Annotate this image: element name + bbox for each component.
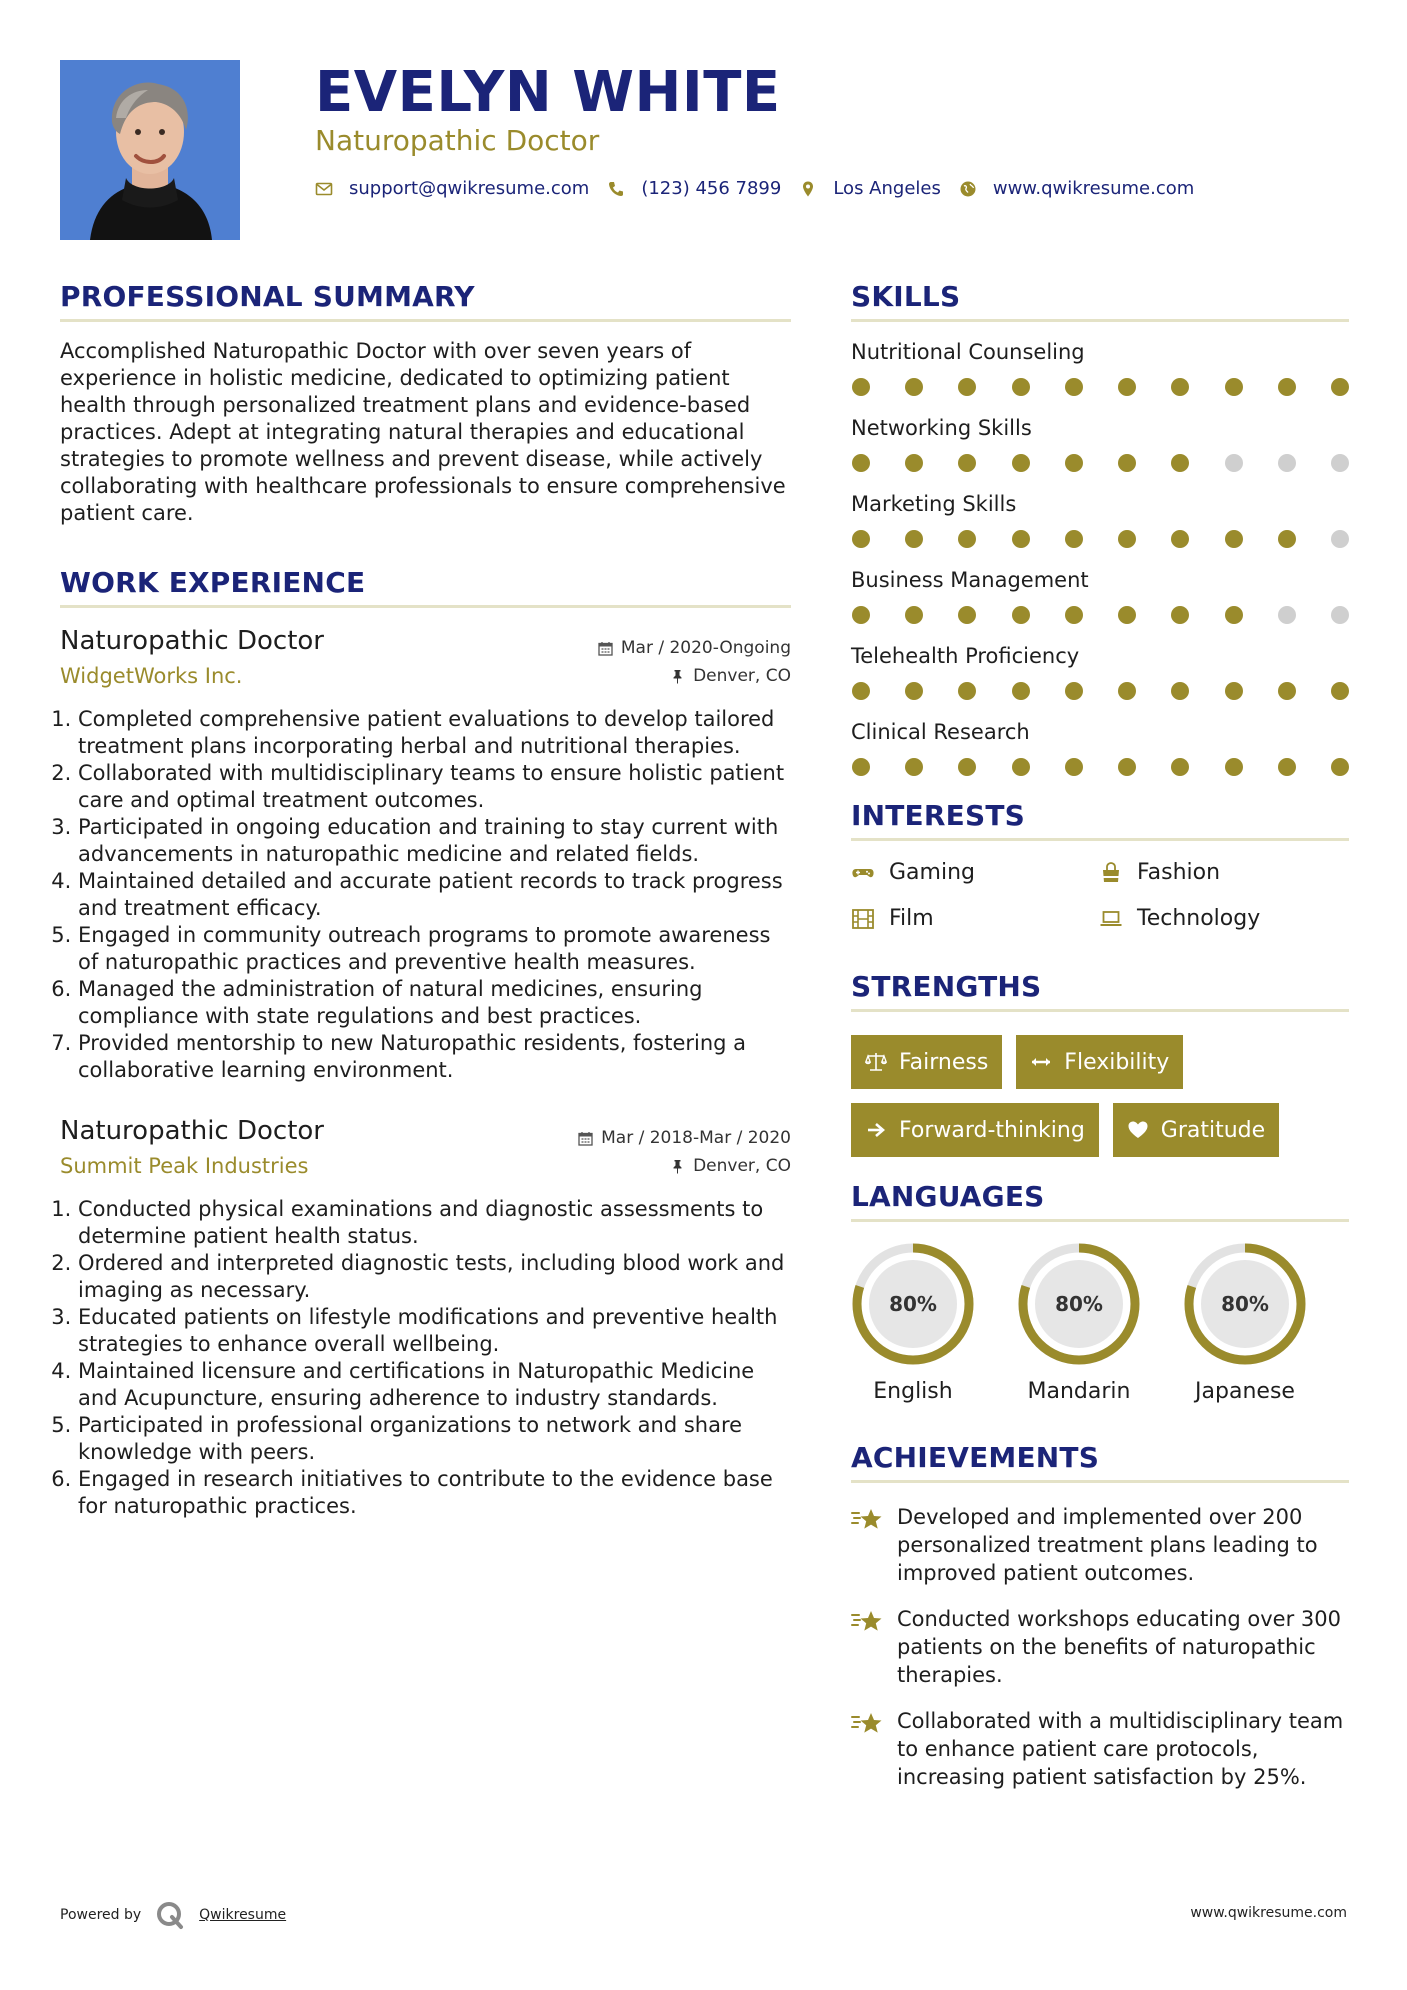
balance-scale-icon	[865, 1051, 887, 1073]
job-title: Naturopathic Doctor	[60, 626, 324, 656]
interest-item	[851, 905, 1099, 933]
skill-item	[851, 414, 1349, 472]
section-divider	[60, 319, 791, 322]
rating-dot-filled	[1118, 530, 1136, 548]
skills-heading: SKILLS	[851, 280, 961, 313]
rating-dot-empty	[1331, 606, 1349, 624]
footer-website[interactable]: www.qwikresume.com	[1190, 1905, 1347, 1921]
skill-name: Networking Skills	[851, 416, 1032, 440]
rating-dot-filled	[852, 758, 870, 776]
skill-item	[851, 718, 1349, 776]
achievement-text: Conducted workshops educating over 300 patients on the benefits of naturopathic therapies.	[897, 1607, 1341, 1687]
rating-dot-filled	[1012, 682, 1030, 700]
rating-dot-filled	[1118, 378, 1136, 396]
rating-dot-filled	[1278, 682, 1296, 700]
section-divider	[851, 838, 1349, 841]
calendar-icon	[578, 1131, 593, 1146]
skill-name: Marketing Skills	[851, 492, 1017, 516]
contact-phone-text: (123) 456 7899	[641, 178, 782, 199]
shooting-star-icon	[851, 1709, 885, 1739]
contact-email[interactable]	[315, 178, 589, 199]
skill-item	[851, 490, 1349, 548]
shooting-star-icon	[851, 1607, 885, 1637]
skill-item	[851, 338, 1349, 396]
rating-dot-filled	[905, 530, 923, 548]
strengths-section	[851, 965, 1349, 1171]
job-location-text: Denver, CO	[693, 1156, 791, 1176]
contact-website-text: www.qwikresume.com	[992, 178, 1195, 199]
interest-item	[1099, 905, 1349, 933]
skills-section	[851, 275, 1349, 776]
rating-dot-filled	[1065, 758, 1083, 776]
rating-dot-filled	[1065, 530, 1083, 548]
skill-name: Nutritional Counseling	[851, 340, 1085, 364]
achievement-item	[851, 1605, 1349, 1689]
rating-dot-filled	[1118, 454, 1136, 472]
section-divider	[851, 1480, 1349, 1483]
rating-dot-filled	[1012, 454, 1030, 472]
rating-dot-filled	[852, 606, 870, 624]
rating-dot-filled	[1171, 758, 1189, 776]
pushpin-icon	[670, 1159, 685, 1174]
rating-dot-filled	[1118, 682, 1136, 700]
experience-section	[60, 561, 791, 1520]
envelope-icon	[315, 180, 333, 198]
skill-rating	[851, 682, 1349, 700]
skill-name: Clinical Research	[851, 720, 1030, 744]
section-divider	[851, 1219, 1349, 1222]
footer-powered-by	[60, 1900, 286, 1930]
rating-dot-filled	[905, 682, 923, 700]
rating-dot-empty	[1225, 454, 1243, 472]
rating-dot-filled	[958, 606, 976, 624]
language-name: Japanese	[1195, 1379, 1295, 1404]
phone-icon	[607, 180, 625, 198]
strengths-heading: STRENGTHS	[851, 970, 1042, 1003]
contact-location	[799, 178, 941, 199]
contact-location-text: Los Angeles	[833, 178, 941, 199]
language-percent: 80%	[889, 1292, 937, 1316]
section-divider	[60, 605, 791, 608]
job-date	[578, 1128, 791, 1148]
language-progress-ring	[851, 1242, 975, 1366]
skill-rating	[851, 454, 1349, 472]
rating-dot-filled	[1331, 682, 1349, 700]
qwikresume-link[interactable]: Qwikresume	[199, 1907, 287, 1923]
candidate-role: Naturopathic Doctor	[315, 124, 600, 157]
job-company: WidgetWorks Inc.	[60, 664, 243, 688]
responsibility-item: 2. Ordered and interpreted diagnostic tests, including blood work and imaging as necessary.	[78, 1250, 791, 1304]
responsibility-item: 6. Engaged in research initiatives to contribute to the evidence base for naturopathic practices.	[78, 1466, 791, 1520]
profile-photo	[60, 60, 240, 240]
contact-bar	[315, 178, 1212, 199]
job-entry	[60, 624, 791, 1084]
rating-dot-filled	[1331, 758, 1349, 776]
rating-dot-filled	[852, 454, 870, 472]
skill-name: Telehealth Proficiency	[851, 644, 1080, 668]
responsibility-item: 1. Conducted physical examinations and diagnostic assessments to determine patient health status.	[78, 1196, 791, 1250]
summary-text: Accomplished Naturopathic Doctor with over seven years of experience in holistic medicine, dedicated to optimizing patient health through personalized treatment plans and evidence-based practices. Adept at integrating natural therapies and educational strategies to promote wellness and prevent disease, while actively collaborating with healthcare professionals to ensure comprehensive patient care.	[60, 339, 786, 525]
left-column	[60, 275, 791, 1520]
languages-section	[851, 1175, 1349, 1406]
rating-dot-filled	[958, 758, 976, 776]
responsibility-list	[60, 1196, 791, 1520]
interests-section	[851, 794, 1349, 933]
responsibility-item: 3. Participated in ongoing education and training to stay current with advancements in naturopathic medicine and related fields.	[78, 814, 791, 868]
job-location	[670, 666, 791, 686]
skills-list	[851, 338, 1349, 776]
interest-item	[851, 859, 1099, 887]
rating-dot-filled	[1225, 758, 1243, 776]
skill-rating	[851, 758, 1349, 776]
section-divider	[851, 1009, 1349, 1012]
rating-dot-filled	[1171, 682, 1189, 700]
arrow-right-icon	[865, 1119, 887, 1141]
rating-dot-filled	[852, 378, 870, 396]
contact-website[interactable]	[959, 178, 1194, 199]
rating-dot-filled	[1065, 454, 1083, 472]
rating-dot-filled	[1225, 682, 1243, 700]
language-percent: 80%	[1055, 1292, 1103, 1316]
rating-dot-filled	[1278, 378, 1296, 396]
map-marker-icon	[799, 180, 817, 198]
rating-dot-filled	[905, 454, 923, 472]
interest-label: Technology	[1137, 906, 1261, 931]
rating-dot-filled	[958, 378, 976, 396]
shopping-bag-icon	[1099, 861, 1123, 885]
interests-list	[851, 859, 1349, 933]
rating-dot-empty	[1278, 454, 1296, 472]
arrows-horizontal-icon	[1030, 1051, 1052, 1073]
rating-dot-filled	[1171, 530, 1189, 548]
responsibility-item: 4. Maintained licensure and certifications in Naturopathic Medicine and Acupuncture, ensuring adherence to industry standards.	[78, 1358, 791, 1412]
interest-label: Film	[889, 906, 934, 931]
responsibility-list	[60, 706, 791, 1084]
job-date	[598, 638, 791, 658]
rating-dot-filled	[1171, 454, 1189, 472]
responsibility-item: 7. Provided mentorship to new Naturopathic residents, fostering a collaborative learning environment.	[78, 1030, 791, 1084]
globe-icon	[959, 180, 977, 198]
pushpin-icon	[670, 669, 685, 684]
responsibility-item: 5. Participated in professional organizations to network and share knowledge with peers.	[78, 1412, 791, 1466]
rating-dot-empty	[1331, 454, 1349, 472]
job-entry	[60, 1114, 791, 1520]
summary-section	[60, 275, 791, 527]
gamepad-icon	[851, 861, 875, 885]
job-location	[670, 1156, 791, 1176]
job-location-text: Denver, CO	[693, 666, 791, 686]
strength-chip	[851, 1103, 1099, 1157]
rating-dot-filled	[1065, 682, 1083, 700]
language-progress-ring	[1183, 1242, 1307, 1366]
language-progress-ring	[1017, 1242, 1141, 1366]
skill-rating	[851, 378, 1349, 396]
rating-dot-filled	[852, 682, 870, 700]
interest-label: Fashion	[1137, 860, 1221, 885]
contact-phone[interactable]	[607, 178, 781, 199]
job-title: Naturopathic Doctor	[60, 1116, 324, 1146]
rating-dot-filled	[1171, 606, 1189, 624]
achievements-heading: ACHIEVEMENTS	[851, 1441, 1100, 1474]
powered-by-label: Powered by	[60, 1907, 142, 1923]
section-divider	[851, 319, 1349, 322]
rating-dot-filled	[1118, 758, 1136, 776]
rating-dot-empty	[1278, 606, 1296, 624]
rating-dot-filled	[1278, 758, 1296, 776]
rating-dot-filled	[958, 530, 976, 548]
candidate-name: EVELYN WHITE	[315, 60, 781, 125]
strength-label: Forward-thinking	[899, 1117, 1085, 1143]
rating-dot-filled	[1065, 606, 1083, 624]
right-column	[851, 275, 1349, 1809]
strength-chip	[851, 1035, 1002, 1089]
skill-name: Business Management	[851, 568, 1089, 592]
rating-dot-filled	[1118, 606, 1136, 624]
shooting-star-icon	[851, 1505, 885, 1535]
rating-dot-empty	[1331, 530, 1349, 548]
job-date-text: Mar / 2020-Ongoing	[620, 638, 791, 658]
languages-heading: LANGUAGES	[851, 1180, 1045, 1213]
skill-item	[851, 566, 1349, 624]
skill-rating	[851, 606, 1349, 624]
rating-dot-filled	[1331, 378, 1349, 396]
language-name: English	[873, 1379, 953, 1404]
laptop-icon	[1099, 907, 1123, 931]
achievement-item	[851, 1707, 1349, 1791]
language-percent: 80%	[1221, 1292, 1269, 1316]
rating-dot-filled	[1225, 378, 1243, 396]
calendar-icon	[598, 641, 613, 656]
rating-dot-filled	[1012, 606, 1030, 624]
achievements-list	[851, 1503, 1349, 1791]
achievement-text: Developed and implemented over 200 personalized treatment plans leading to improved patient outcomes.	[897, 1505, 1318, 1585]
rating-dot-filled	[1171, 378, 1189, 396]
responsibility-item: 1. Completed comprehensive patient evaluations to develop tailored treatment plans incorporating herbal and nutritional therapies.	[78, 706, 791, 760]
heart-icon	[1127, 1119, 1149, 1141]
rating-dot-filled	[905, 758, 923, 776]
summary-heading: PROFESSIONAL SUMMARY	[60, 280, 475, 313]
interest-label: Gaming	[889, 860, 975, 885]
strength-label: Flexibility	[1064, 1049, 1170, 1075]
interests-heading: INTERESTS	[851, 799, 1025, 832]
job-date-text: Mar / 2018-Mar / 2020	[601, 1128, 791, 1148]
skill-rating	[851, 530, 1349, 548]
responsibility-item: 6. Managed the administration of natural medicines, ensuring compliance with state regulations and best practices.	[78, 976, 791, 1030]
languages-list	[851, 1242, 1349, 1406]
language-item	[851, 1242, 1017, 1406]
language-name: Mandarin	[1027, 1379, 1131, 1404]
strength-label: Gratitude	[1160, 1117, 1266, 1143]
rating-dot-filled	[1012, 758, 1030, 776]
responsibility-item: 2. Collaborated with multidisciplinary teams to ensure holistic patient care and optimal treatment outcomes.	[78, 760, 791, 814]
experience-heading: WORK EXPERIENCE	[60, 566, 366, 599]
job-company: Summit Peak Industries	[60, 1154, 309, 1178]
rating-dot-filled	[1065, 378, 1083, 396]
strength-label: Fairness	[899, 1049, 989, 1075]
language-item	[1017, 1242, 1183, 1406]
film-icon	[851, 907, 875, 931]
rating-dot-filled	[1225, 530, 1243, 548]
rating-dot-filled	[1012, 378, 1030, 396]
rating-dot-filled	[905, 606, 923, 624]
rating-dot-filled	[1012, 530, 1030, 548]
achievements-section	[851, 1436, 1349, 1791]
responsibility-item: 5. Engaged in community outreach programs to promote awareness of naturopathic practices and preventive health measures.	[78, 922, 791, 976]
achievement-item	[851, 1503, 1349, 1587]
rating-dot-filled	[852, 530, 870, 548]
rating-dot-filled	[1225, 606, 1243, 624]
qwikresume-logo-icon	[155, 1900, 185, 1930]
interest-item	[1099, 859, 1349, 887]
rating-dot-filled	[958, 682, 976, 700]
responsibility-item: 4. Maintained detailed and accurate patient records to track progress and treatment efficacy.	[78, 868, 791, 922]
strength-chip	[1016, 1035, 1183, 1089]
rating-dot-filled	[1278, 530, 1296, 548]
rating-dot-filled	[905, 378, 923, 396]
achievement-text: Collaborated with a multidisciplinary team to enhance patient care protocols, increasing patient satisfaction by 25%.	[897, 1709, 1344, 1789]
strengths-list	[851, 1035, 1349, 1171]
contact-email-text: support@qwikresume.com	[349, 178, 590, 199]
responsibility-item: 3. Educated patients on lifestyle modifications and preventive health strategies to enhance overall wellbeing.	[78, 1304, 791, 1358]
strength-chip	[1113, 1103, 1279, 1157]
rating-dot-filled	[958, 454, 976, 472]
language-item	[1183, 1242, 1349, 1406]
skill-item	[851, 642, 1349, 700]
